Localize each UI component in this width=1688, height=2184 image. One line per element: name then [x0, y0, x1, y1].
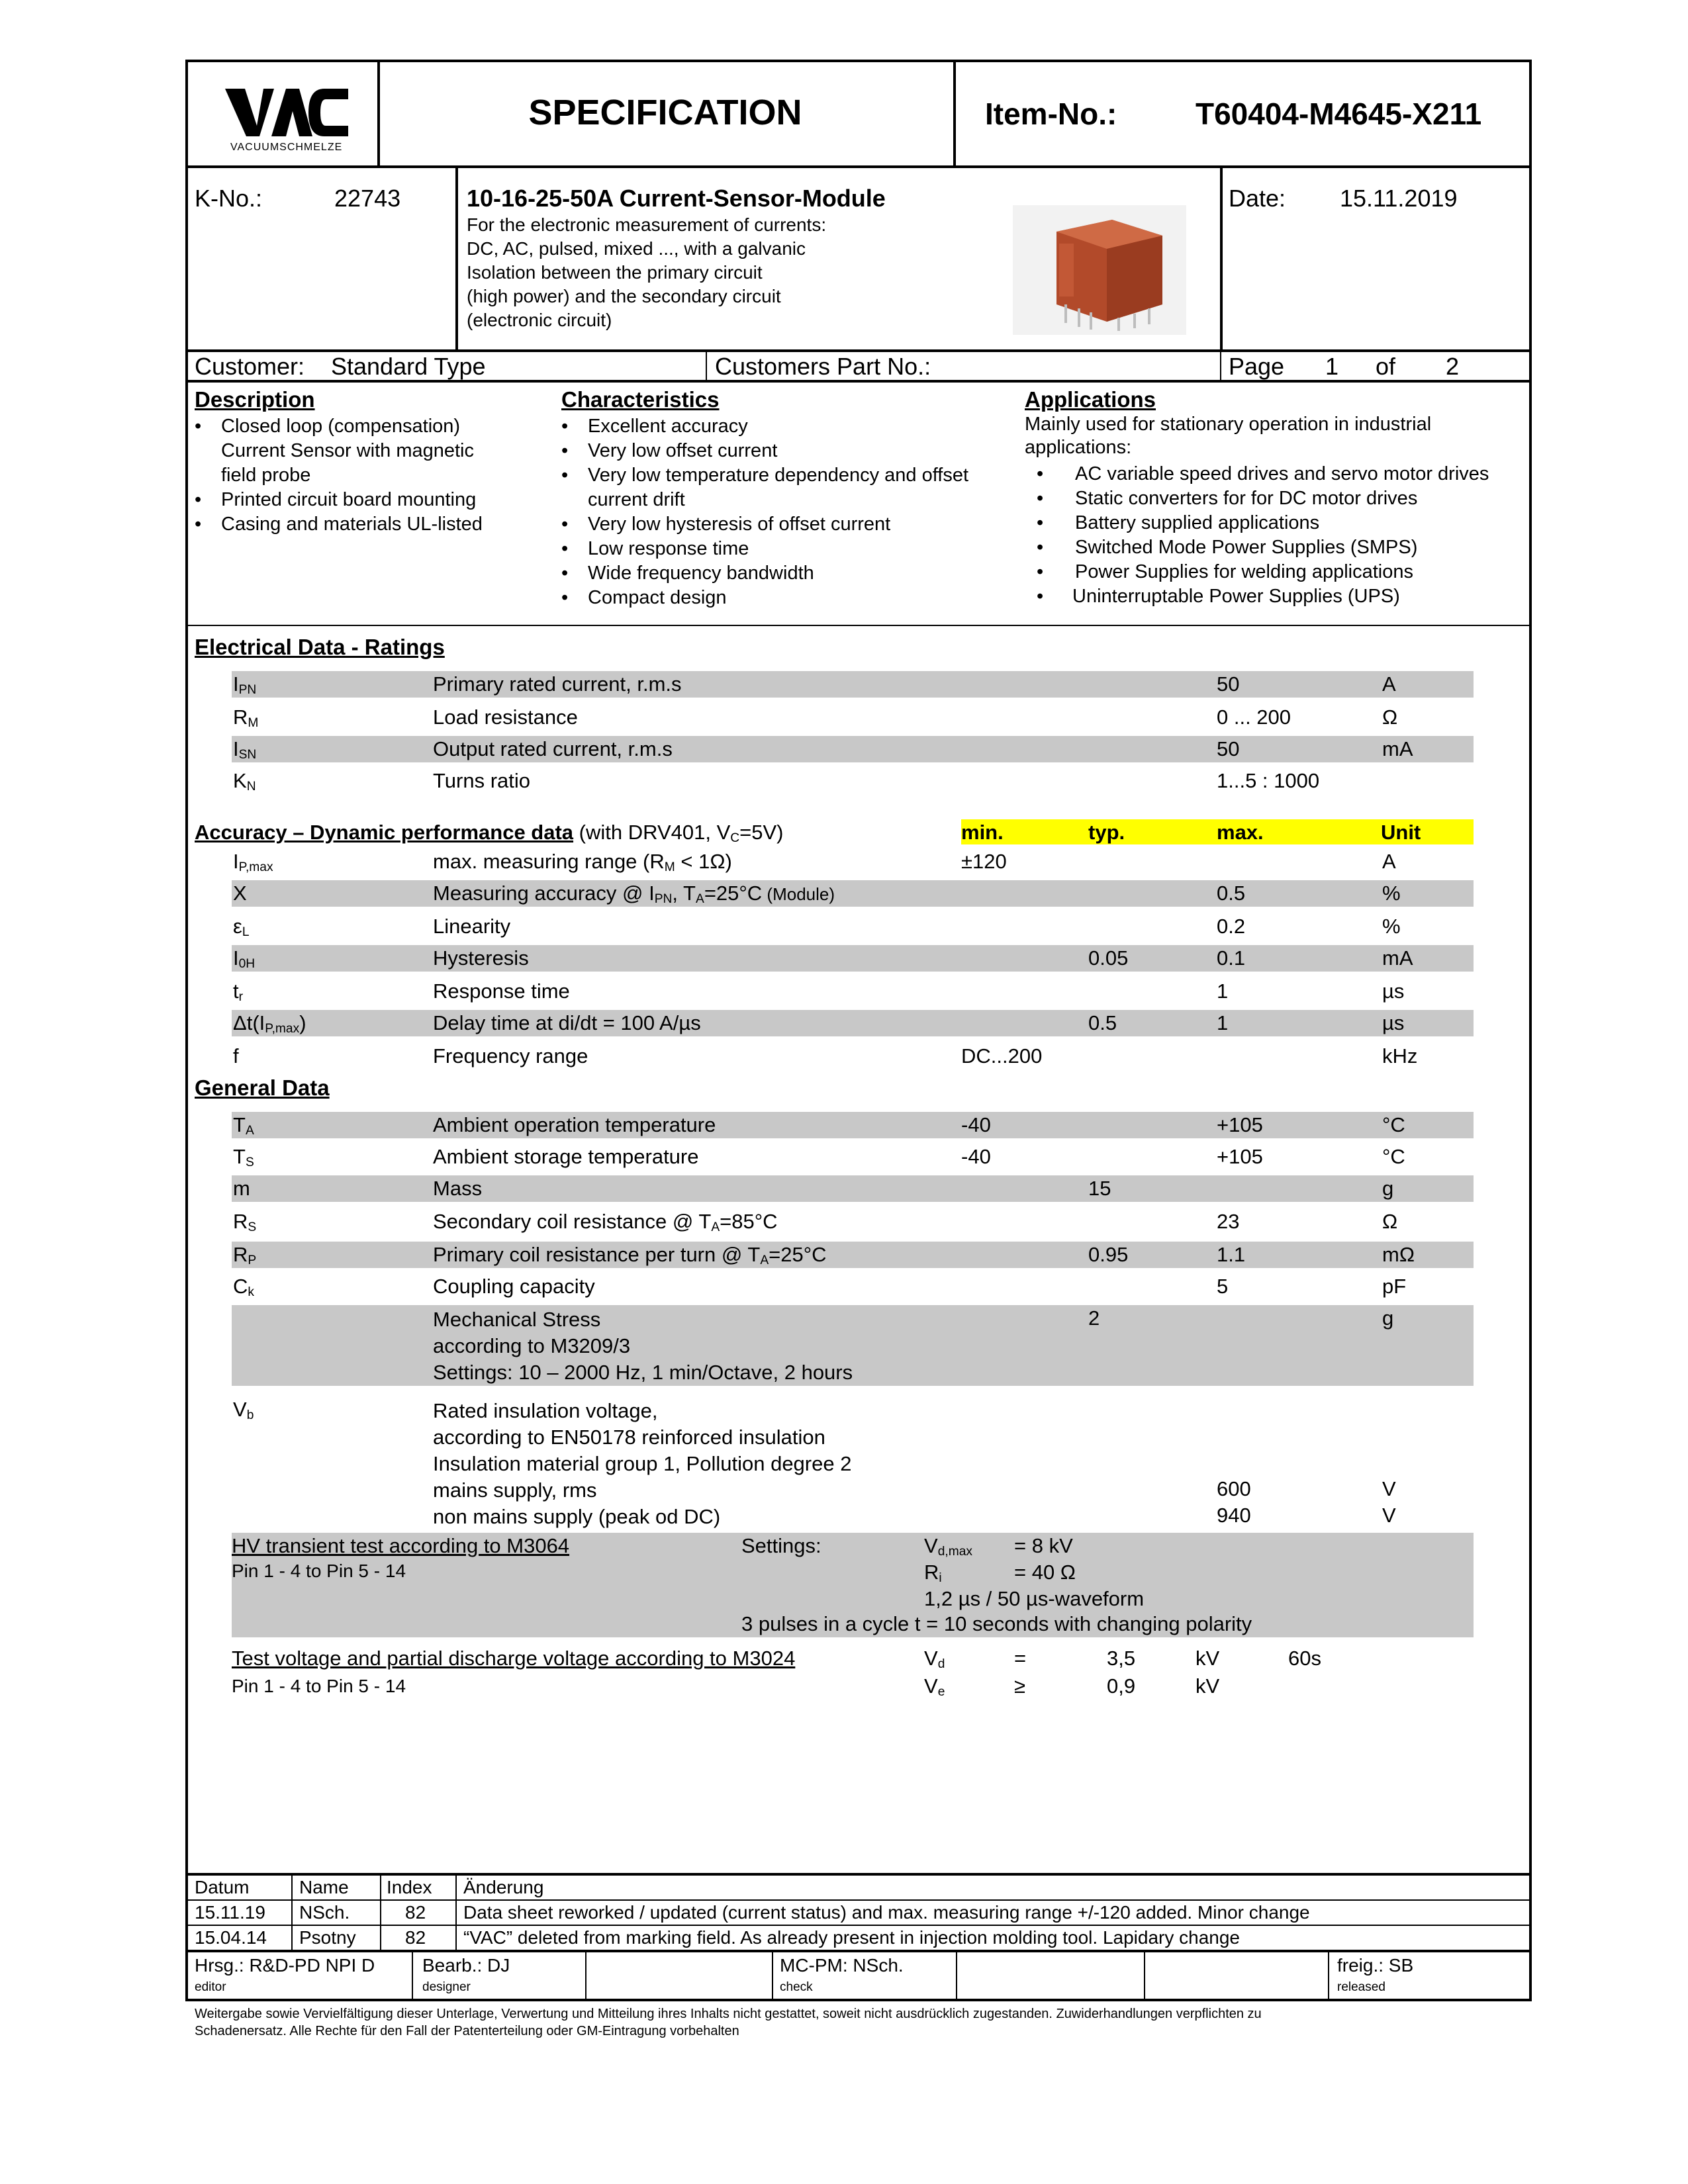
item-line: Uninterruptable Power Supplies (UPS) [1072, 586, 1400, 607]
desc-line: mains supply, rms [433, 1479, 597, 1502]
unit: kHz [1382, 1044, 1418, 1068]
unit: % [1382, 915, 1401, 938]
check: MC-PM: NSch. [780, 1955, 904, 1976]
item-line: Very low temperature dependency and offset [588, 465, 969, 486]
description: Turns ratio [433, 769, 531, 792]
desc-line: Settings: 10 – 2000 Hz, 1 min/Octave, 2 hours [433, 1361, 853, 1384]
cell-date: 15.11.19 [195, 1902, 265, 1923]
column-header: Name [299, 1877, 349, 1897]
test-duration: 60s [1288, 1647, 1321, 1670]
symbol: $I_{0H}$ [233, 946, 256, 971]
page-title: SPECIFICATION [528, 93, 802, 132]
desc-line: For the electronic measurement of currents: [467, 214, 827, 235]
waveform: 1,2 µs / 50 µs-waveform [924, 1587, 1145, 1610]
list-item [561, 561, 968, 586]
page-label: Page [1229, 353, 1285, 380]
description: Linearity [433, 915, 511, 938]
divider [185, 165, 1532, 168]
list-item [195, 488, 483, 512]
max-value: 1 [1217, 979, 1229, 1003]
item-line: Low response time [588, 538, 749, 559]
description: Primary coil resistance per turn @ $T_A=25^\circ C$ [433, 1243, 827, 1267]
released: freig.: SB [1337, 1955, 1414, 1976]
description: Coupling capacity [433, 1275, 595, 1298]
item-line: Current Sensor with magnetic [221, 440, 474, 461]
description: Load resistance [433, 705, 578, 729]
list-item [1037, 535, 1489, 560]
divider [185, 625, 1532, 626]
list-item [561, 537, 968, 561]
unit: g [1382, 1177, 1394, 1200]
designer-caption: designer [422, 1980, 471, 1994]
unit: pF [1382, 1275, 1407, 1298]
row-shade [232, 880, 1474, 907]
desc-line: (electronic circuit) [467, 310, 612, 330]
editor: Hrsg.: R&D-PD NPI D [195, 1955, 375, 1976]
test-value: 3,5 [1107, 1647, 1136, 1670]
item-line: field probe [221, 465, 311, 486]
check-caption: check [780, 1980, 813, 1994]
item-number: T60404-M4645-X211 [1196, 97, 1482, 131]
typ-value: 0.95 [1088, 1243, 1129, 1266]
column-header: Datum [195, 1877, 250, 1897]
unit: °C [1382, 1113, 1405, 1136]
applications-list [1037, 462, 1489, 609]
description: Output rated current, r.m.s [433, 737, 673, 760]
applications-heading: Applications [1025, 387, 1156, 412]
min-value: DC...200 [961, 1044, 1043, 1068]
list-item [561, 586, 968, 610]
desc-line: according to M3209/3 [433, 1334, 631, 1357]
divider [377, 60, 380, 167]
description-list [195, 414, 483, 537]
description: Ambient operation temperature [433, 1113, 716, 1136]
cell-index: 82 [405, 1902, 426, 1923]
divider [412, 1951, 413, 2000]
item-line: Power Supplies for welding applications [1075, 561, 1414, 582]
list-item [1037, 560, 1489, 584]
desc-line: Isolation between the primary circuit [467, 262, 763, 283]
pd-test-title: Test voltage and partial discharge voltage according to M3024 [232, 1647, 796, 1670]
description: Hysteresis [433, 946, 529, 970]
test-operator: ≥ [1014, 1674, 1026, 1698]
symbol: $I_{PN}$ [233, 672, 257, 697]
footer-line: Schadenersatz. Alle Rechte für den Fall der Patenterteilung oder GM-Eintragung vorbehalten [195, 2024, 739, 2038]
unit: mA [1382, 946, 1413, 970]
unit: µs [1382, 1011, 1405, 1034]
column-header: Index [387, 1877, 432, 1897]
item-line: Battery supplied applications [1075, 512, 1320, 533]
list-item [195, 512, 483, 537]
page-total: 2 [1446, 353, 1460, 380]
divider [1144, 1951, 1145, 2000]
customer-value: Standard Type [331, 353, 486, 380]
vac-logo [225, 85, 351, 158]
test-symbol: $V_e$ [924, 1674, 945, 1699]
item-line: Very low hysteresis of offset current [588, 514, 891, 535]
test-symbol: $V_d$ [924, 1647, 945, 1671]
max-value: +105 [1217, 1113, 1263, 1136]
item-line: AC variable speed drives and servo motor drives [1075, 463, 1489, 484]
description: Ambient storage temperature [433, 1145, 699, 1168]
description: Response time [433, 979, 570, 1003]
description: Primary rated current, r.m.s [433, 672, 682, 696]
desc-line: Rated insulation voltage, [433, 1399, 658, 1422]
accuracy-heading-line: Accuracy – Dynamic performance data (with DRV401, $V_C=5V$) [195, 821, 784, 845]
cell-date: 15.04.14 [195, 1927, 267, 1948]
settings-label: Settings: [741, 1534, 821, 1557]
symbol: $T_S$ [233, 1145, 254, 1169]
logo-subtext: VACUUMSCHMELZE [230, 142, 343, 153]
desc-line: DC, AC, pulsed, mixed ..., with a galvanic [467, 238, 806, 259]
desc-line: non mains supply (peak od DC) [433, 1505, 721, 1528]
item-line: current drift [588, 489, 685, 510]
max-value: 600 [1217, 1477, 1251, 1500]
divider [956, 1951, 957, 2000]
value: 50 [1217, 672, 1240, 696]
divider [185, 380, 1532, 383]
page-number: 1 [1325, 353, 1339, 380]
accuracy-heading: Accuracy – Dynamic performance data [195, 821, 574, 844]
max-value: 1.1 [1217, 1243, 1246, 1266]
divider [380, 1874, 381, 1951]
list-item [561, 512, 968, 537]
date-value: 15.11.2019 [1340, 185, 1458, 212]
product-title: 10-16-25-50A Current-Sensor-Module [467, 185, 886, 212]
unit: Ω [1382, 1210, 1398, 1233]
item-label: Item-No.: [985, 97, 1117, 131]
list-item [561, 414, 968, 439]
description: Measuring accuracy @ $I_{PN}$, $T_A=25^\circ C$ (Module) [433, 882, 835, 906]
characteristics-heading: Characteristics [561, 387, 720, 412]
cell-name: NSch. [299, 1902, 350, 1923]
divider [585, 1951, 586, 2000]
unit: Ω [1382, 705, 1398, 729]
symbol: f [233, 1044, 239, 1068]
test-unit: kV [1196, 1674, 1220, 1698]
row-shade [232, 1175, 1474, 1202]
kno-label: K-No.: [195, 185, 263, 212]
description: Delay time at di/dt = 100 A/µs [433, 1011, 701, 1034]
symbol: $C_k$ [233, 1275, 254, 1299]
divider [291, 1874, 293, 1951]
divider [706, 351, 707, 380]
row-shade [232, 945, 1474, 972]
item-line: Printed circuit board mounting [221, 489, 477, 510]
list-item [561, 439, 968, 463]
row-shade [232, 736, 1474, 762]
description: Frequency range [433, 1044, 588, 1068]
typ-value: 2 [1088, 1306, 1100, 1330]
editor-caption: editor [195, 1980, 226, 1994]
list-item [195, 414, 483, 488]
divider [1220, 165, 1223, 351]
row-shade [232, 1242, 1474, 1268]
date-label: Date: [1229, 185, 1286, 212]
item-line: Very low offset current [588, 440, 778, 461]
hv-test-pins: Pin 1 - 4 to Pin 5 - 14 [232, 1561, 406, 1581]
divider [953, 60, 956, 167]
symbol: $I_{P,max}$ [233, 850, 273, 874]
row-shade [232, 1112, 1474, 1138]
characteristics-list [561, 414, 968, 610]
general-heading: General Data [195, 1075, 330, 1100]
customer-label: Customer: [195, 353, 305, 380]
intro-line: applications: [1025, 437, 1132, 458]
symbol: $R_P$ [233, 1243, 257, 1267]
unit: V [1382, 1504, 1396, 1527]
col-min: min. [961, 821, 1004, 844]
description [433, 1306, 853, 1386]
cell-change: “VAC” deleted from marking field. As already present in injection molding tool. Lapidary change [463, 1927, 1240, 1948]
col-typ: typ. [1088, 821, 1125, 844]
designer: Bearb.: DJ [422, 1955, 510, 1976]
max-value: 5 [1217, 1275, 1229, 1298]
test-value: 0,9 [1107, 1674, 1136, 1698]
item-line: Casing and materials UL-listed [221, 514, 483, 535]
released-caption: released [1337, 1980, 1385, 1994]
value: 50 [1217, 737, 1240, 760]
test-operator: = [1014, 1647, 1027, 1670]
value: 1...5 : 1000 [1217, 769, 1320, 792]
description: Mass [433, 1177, 483, 1200]
pulses: 3 pulses in a cycle t = 10 seconds with changing polarity [741, 1612, 1252, 1635]
description [433, 1398, 851, 1530]
unit: % [1382, 882, 1401, 905]
desc-line: Insulation material group 1, Pollution degree 2 [433, 1452, 852, 1475]
symbol: $\Delta t(I_{P,max})$ [233, 1011, 306, 1036]
max-value: 940 [1217, 1504, 1251, 1527]
divider [772, 1951, 773, 2000]
setting-symbol: $R_i$ [924, 1561, 942, 1585]
list-item [1037, 584, 1489, 609]
footer-line: Weitergabe sowie Vervielfältigung dieser Unterlage, Verwertung und Mitteilung ihres Inhalts nicht gestattet, soweit nicht ausdrücklich zugestanden. Zuwiderhandlungen verpflichten zu [195, 2007, 1262, 2021]
legal-footer [195, 2005, 1262, 2040]
cell-index: 82 [405, 1927, 426, 1948]
list-item [1037, 511, 1489, 535]
test-unit: kV [1196, 1647, 1220, 1670]
divider [1220, 351, 1221, 380]
divider [185, 349, 1532, 352]
sensor-module-image [1013, 205, 1186, 335]
unit: A [1382, 850, 1396, 873]
cell-name: Psotny [299, 1927, 356, 1948]
row-shade [232, 1010, 1474, 1036]
max-value: 1 [1217, 1011, 1229, 1034]
max-value: 23 [1217, 1210, 1240, 1233]
ratings-heading: Electrical Data - Ratings [195, 635, 445, 659]
kno-value: 22743 [334, 185, 401, 212]
item-line: Static converters for for DC motor drives [1075, 488, 1418, 509]
list-item [1037, 486, 1489, 511]
intro-line: Mainly used for stationary operation in industrial [1025, 414, 1432, 435]
max-value: 0.2 [1217, 915, 1246, 938]
row-shade [232, 671, 1474, 698]
symbol: $R_M$ [233, 705, 259, 730]
divider [1328, 1951, 1329, 2000]
desc-line: according to EN50178 reinforced insulation [433, 1426, 825, 1449]
typ-value: 15 [1088, 1177, 1111, 1200]
description: Secondary coil resistance @ $T_A=85^\circ C$ [433, 1210, 778, 1234]
max-value: 0.5 [1217, 882, 1246, 905]
symbol: $V_b$ [233, 1398, 254, 1422]
product-description [467, 213, 826, 332]
unit: V [1382, 1477, 1396, 1500]
cell-change: Data sheet reworked / updated (current status) and max. measuring range +/-120 added. Minor change [463, 1902, 1310, 1923]
min-value: -40 [961, 1113, 991, 1136]
list-item [1037, 462, 1489, 486]
setting-symbol: $V_{d,max}$ [924, 1534, 972, 1559]
symbol: $\varepsilon_L$ [233, 915, 250, 939]
typ-value: 0.05 [1088, 946, 1129, 970]
unit: A [1382, 672, 1396, 696]
applications-intro [1025, 413, 1431, 459]
setting-value: = 40 Ω [1014, 1561, 1076, 1584]
unit: °C [1382, 1145, 1405, 1168]
setting-value: = 8 kV [1014, 1534, 1073, 1557]
unit: g [1382, 1306, 1394, 1330]
customer-part-label: Customers Part No.: [715, 353, 931, 380]
symbol: m [233, 1177, 250, 1200]
list-item [561, 463, 968, 512]
symbol: $I_{SN}$ [233, 737, 257, 762]
of-label: of [1376, 353, 1396, 380]
divider [185, 1950, 1532, 1952]
unit: mΩ [1382, 1243, 1415, 1266]
max-value: +105 [1217, 1145, 1263, 1168]
value: 0 ... 200 [1217, 705, 1291, 729]
product-image [1013, 205, 1186, 335]
symbol: $T_A$ [233, 1113, 254, 1138]
col-unit: Unit [1381, 821, 1421, 844]
column-header: Änderung [463, 1877, 544, 1897]
col-max: max. [1217, 821, 1264, 844]
item-line: Excellent accuracy [588, 416, 748, 437]
max-value: 0.1 [1217, 946, 1246, 970]
min-value: ±120 [961, 850, 1007, 873]
unit: mA [1382, 737, 1413, 760]
divider [455, 1874, 457, 1951]
symbol: $K_N$ [233, 769, 256, 794]
item-line: Wide frequency bandwidth [588, 563, 814, 584]
item-line: Switched Mode Power Supplies (SMPS) [1075, 537, 1418, 558]
description: max. measuring range $(R_M < 1\Omega)$ [433, 850, 732, 874]
description-heading: Description [195, 387, 315, 412]
pd-test-pins: Pin 1 - 4 to Pin 5 - 14 [232, 1676, 406, 1696]
hv-test-title: HV transient test according to M3064 [232, 1534, 570, 1557]
desc-line: (high power) and the secondary circuit [467, 286, 781, 306]
symbol: $t_r$ [233, 979, 244, 1004]
unit: µs [1382, 979, 1405, 1003]
symbol: X [233, 882, 247, 905]
divider [455, 165, 458, 351]
symbol: $R_S$ [233, 1210, 257, 1234]
desc-line: Mechanical Stress [433, 1308, 601, 1331]
typ-value: 0.5 [1088, 1011, 1117, 1034]
min-value: -40 [961, 1145, 991, 1168]
item-line: Closed loop (compensation) [221, 416, 461, 437]
item-line: Compact design [588, 587, 727, 608]
